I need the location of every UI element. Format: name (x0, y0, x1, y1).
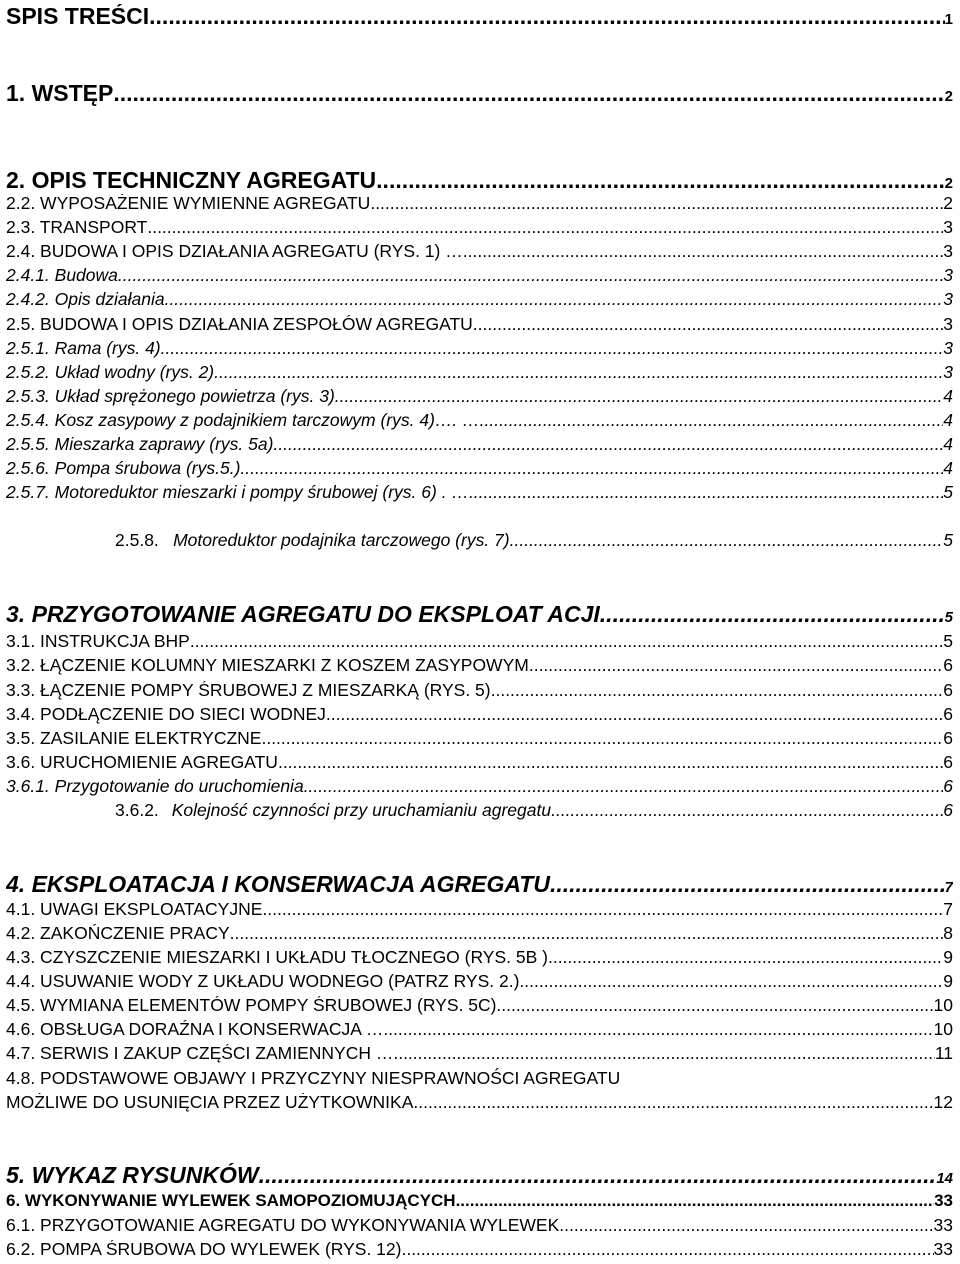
toc-entry-text: 2.5.1. Rama (rys. 4) (6, 339, 161, 358)
toc-entry-text: 2.5.3. Układ sprężonego powietrza (rys. 3) (6, 387, 335, 406)
toc-page-number: 14 (936, 1170, 953, 1187)
toc-leader-dots (550, 872, 945, 897)
toc-page-number: 5 (943, 483, 953, 502)
toc-entry-text: 2. OPIS TECHNICZNY AGREGATU (6, 168, 377, 193)
toc-entry-text: 3.6. URUCHOMIENIE AGREGATU (6, 753, 278, 772)
toc-page-number: 1 (944, 11, 953, 28)
toc-page-number: 2 (944, 175, 953, 192)
toc-entry-4-5[interactable] (6, 996, 953, 1015)
toc-page-number: 3 (943, 315, 953, 334)
toc-leader-dots (165, 290, 944, 309)
toc-page-number: 7 (943, 900, 953, 919)
toc-leader-dots (149, 4, 945, 29)
toc-entry-1[interactable] (6, 81, 953, 106)
toc-entry-text: 4.7. SERWIS I ZAKUP CZĘŚCI ZAMIENNYCH … (6, 1044, 394, 1063)
toc-leader-dots (413, 1093, 933, 1112)
toc-leader-dots (376, 168, 944, 193)
toc-page-number: 6 (943, 729, 953, 748)
toc-page-number: 7 (944, 879, 953, 896)
toc-leader-dots (519, 972, 943, 991)
toc-entry-6-1[interactable] (6, 1216, 953, 1235)
toc-entry-4-1[interactable] (6, 900, 953, 919)
toc-page-number: 9 (943, 948, 953, 967)
toc-entry-3-6-2[interactable] (115, 801, 953, 820)
toc-entry-text: 4.6. OBSŁUGA DORAŹNA I KONSERWACJA … (6, 1020, 384, 1039)
toc-leader-dots (259, 1163, 937, 1188)
toc-entry-2-5-1[interactable] (6, 339, 953, 358)
toc-leader-dots (118, 266, 943, 285)
toc-leader-dots (161, 339, 944, 358)
toc-entry-text: SPIS TREŚCI (6, 4, 150, 29)
toc-leader-dots (529, 656, 943, 675)
toc-leader-dots (393, 1044, 934, 1063)
toc-entry-text: 3.2. ŁĄCZENIE KOLUMNY MIESZARKI Z KOSZEM ZASYPOWYM (6, 656, 529, 675)
toc-page-number: 3 (943, 242, 953, 261)
toc-leader-dots (278, 753, 943, 772)
toc-page-number: 33 (933, 1216, 953, 1235)
toc-leader-dots (190, 632, 943, 651)
toc-entry-text: 3.5. ZASILANIE ELEKTRYCZNE (6, 729, 262, 748)
toc-entry-2-5-2[interactable] (6, 363, 953, 382)
toc-page-number: 3 (943, 218, 953, 237)
toc-page-number: 9 (943, 972, 953, 991)
toc-entry-4[interactable] (6, 872, 953, 897)
toc-entry-text: 2.5.4. Kosz zasypowy z podajnikiem tarczowym (rys. 4)…. … (6, 411, 480, 430)
toc-page-number: 2 (943, 194, 953, 213)
toc-leader-dots (261, 729, 943, 748)
toc-entry-text: 4.4. USUWANIE WODY Z UKŁADU WODNEGO (PATRZ RYS. 2.) (6, 972, 520, 991)
toc-page-number: 5 (943, 531, 953, 550)
toc-entry-2-5-5[interactable] (6, 435, 953, 454)
toc-entry-3-1[interactable] (6, 632, 953, 651)
toc-entry-2-5[interactable] (6, 315, 953, 334)
toc-leader-dots (510, 531, 944, 550)
toc-entry-2-3[interactable] (6, 218, 953, 237)
toc-page-number: 8 (943, 924, 953, 943)
toc-page-number: 10 (933, 1020, 953, 1039)
toc-entry-text: 2.4.1. Budowa (6, 266, 118, 285)
toc-entry-text: 6.2. POMPA ŚRUBOWA DO WYLEWEK (RYS. 12) (6, 1240, 402, 1259)
toc-leader-dots (551, 801, 943, 820)
toc-entry-text: 2.4. BUDOWA I OPIS DZIAŁANIA AGREGATU (RYS. 1) … (6, 242, 463, 261)
toc-entry-2-5-8[interactable] (115, 531, 953, 550)
toc-entry-text: 3. PRZYGOTOWANIE AGREGATU DO EKSPLOAT ACJI (6, 602, 600, 627)
toc-leader-dots (214, 363, 943, 382)
toc-entry-text: 2.5.7. Motoreduktor mieszarki i pompy śrubowej (rys. 6) . … (6, 483, 469, 502)
toc-page-number: 5 (944, 609, 953, 626)
toc-entry-text: 2.5.5. Mieszarka zaprawy (rys. 5a) (6, 435, 274, 454)
toc-entry-text: 2.5.2. Układ wodny (rys. 2) (6, 363, 215, 382)
toc-page-number: 6 (943, 777, 953, 796)
toc-entry-3[interactable] (6, 602, 953, 627)
toc-entry-2-5-6[interactable] (6, 459, 953, 478)
toc-leader-dots (273, 435, 943, 454)
toc-leader-dots (370, 194, 943, 213)
toc-entry-text: 6. WYKONYWANIE WYLEWEK SAMOPOZIOMUJĄCYCH (6, 1192, 456, 1210)
toc-entry-text: MOŻLIWE DO USUNIĘCIA PRZEZ UŻYTKOWNIKA (6, 1093, 414, 1112)
toc-leader-dots (480, 411, 944, 430)
toc-page-number: 4 (943, 459, 953, 478)
toc-leader-dots (240, 459, 943, 478)
toc-entry-6-2[interactable] (6, 1240, 953, 1259)
toc-page-number: 33 (934, 1192, 953, 1210)
toc-page-number: 33 (933, 1240, 953, 1259)
toc-leader-dots (548, 948, 943, 967)
toc-leader-dots (113, 81, 944, 106)
toc-entry-text: 5. WYKAZ RYSUNKÓW (6, 1163, 259, 1188)
toc-page-number: 4 (943, 387, 953, 406)
toc-entry-4-6[interactable] (6, 1020, 953, 1039)
toc-entry-2-4-2[interactable] (6, 290, 953, 309)
toc-entry-text: 3.4. PODŁĄCZENIE DO SIECI WODNEJ (6, 705, 326, 724)
toc-entry-3-3[interactable] (6, 681, 953, 700)
toc-entry-4-2[interactable] (6, 924, 953, 943)
toc-leader-dots (473, 315, 943, 334)
toc-entry-2-4-1[interactable] (6, 266, 953, 285)
toc-entry-2-4[interactable] (6, 242, 953, 261)
toc-leader-dots (491, 681, 944, 700)
toc-page-number: 11 (934, 1044, 953, 1063)
toc-entry-text: Kolejność czynności przy uruchamianiu agregatu (171, 801, 552, 820)
toc-entry-text: 4.1. UWAGI EKSPLOATACYJNE (6, 900, 263, 919)
toc-entry-text: 2.5. BUDOWA I OPIS DZIAŁANIA ZESPOŁÓW AGREGATU (6, 315, 473, 334)
toc-entry-text: 2.3. TRANSPORT (6, 218, 148, 237)
toc-entry-text: Motoreduktor podajnika tarczowego (rys. 7) (173, 531, 510, 550)
toc-leader-dots (383, 1020, 933, 1039)
toc-entry-text: 2.4.2. Opis działania (6, 290, 165, 309)
toc-entry-text: 3.6.1. Przygotowanie do uruchomienia (6, 777, 304, 796)
toc-page-number: 10 (933, 996, 953, 1015)
toc-entry-text: 4.2. ZAKOŃCZENIE PRACY (6, 924, 230, 943)
toc-entry-4-8[interactable] (6, 1093, 953, 1112)
toc-entry-text: 6.1. PRZYGOTOWANIE AGREGATU DO WYKONYWANIA WYLEWEK (6, 1216, 560, 1235)
toc-entry-number: 2.5.8. (115, 531, 159, 550)
toc-page-number: 3 (943, 266, 953, 285)
toc-leader-dots (401, 1240, 933, 1259)
toc-page-number: 4 (943, 411, 953, 430)
toc-entry-4-4[interactable] (6, 972, 953, 991)
toc-page-number: 6 (943, 656, 953, 675)
toc-leader-dots (463, 242, 944, 261)
toc-leader-dots (335, 387, 943, 406)
toc-entry-text: 2.2. WYPOSAŻENIE WYMIENNE AGREGATU (6, 194, 371, 213)
toc-leader-dots (326, 705, 943, 724)
toc-entry-6[interactable] (6, 1192, 953, 1211)
toc-entry-text: 2.5.6. Pompa śrubowa (rys.5.) (6, 459, 241, 478)
toc-leader-dots (469, 483, 943, 502)
toc-entry-spis-tresci[interactable] (6, 4, 953, 29)
toc-entry-3-2[interactable] (6, 656, 953, 675)
toc-entry-text: 1. WSTĘP (6, 81, 114, 106)
toc-leader-dots (262, 900, 943, 919)
toc-entry-text: 3.1. INSTRUKCJA BHP (6, 632, 190, 651)
toc-page-number: 12 (933, 1093, 953, 1112)
toc-leader-dots (559, 1216, 933, 1235)
toc-entry-2-2[interactable] (6, 194, 953, 213)
toc-entry-4-3[interactable] (6, 948, 953, 967)
toc-leader-dots (230, 924, 944, 943)
toc-page-number: 6 (943, 705, 953, 724)
toc-entry-3-6[interactable] (6, 753, 953, 772)
toc-page-number: 6 (943, 801, 953, 820)
toc-page-number: 3 (943, 290, 953, 309)
toc-entry-5[interactable] (6, 1163, 953, 1188)
toc-entry-text: 3.3. ŁĄCZENIE POMPY ŚRUBOWEJ Z MIESZARKĄ (RYS. 5) (6, 681, 491, 700)
toc-entry-number: 3.6.2. (115, 801, 159, 820)
toc-entry-text: 4. EKSPLOATACJA I KONSERWACJA AGREGATU (6, 872, 550, 897)
toc-entry-2-5-7[interactable] (6, 483, 953, 502)
toc-page-number: 6 (943, 753, 953, 772)
toc-page-number: 6 (943, 681, 953, 700)
toc-entry-4-7[interactable] (6, 1044, 953, 1063)
toc-entry-2-5-3[interactable] (6, 387, 953, 406)
toc-page-number: 3 (943, 363, 953, 382)
toc-entry-text: 4.5. WYMIANA ELEMENTÓW POMPY ŚRUBOWEJ (RYS. 5C) (6, 996, 497, 1015)
toc-page-number: 2 (944, 88, 953, 105)
toc-entry-4-8-line1[interactable]: 4.8. PODSTAWOWE OBJAWY I PRZYCZYNY NIESPRAWNOŚCI AGREGATU (6, 1068, 621, 1088)
toc-leader-dots (147, 218, 943, 237)
toc-page-number: 3 (943, 339, 953, 358)
toc-entry-2[interactable] (6, 168, 953, 193)
toc-entry-3-4[interactable] (6, 705, 953, 724)
toc-entry-2-5-4[interactable] (6, 411, 953, 430)
toc-leader-dots (600, 602, 945, 627)
toc-page-number: 4 (943, 435, 953, 454)
toc-entry-3-5[interactable] (6, 729, 953, 748)
toc-page-number: 5 (943, 632, 953, 651)
toc-entry-3-6-1[interactable] (6, 777, 953, 796)
toc-entry-text: 4.3. CZYSZCZENIE MIESZARKI I UKŁADU TŁOCZNEGO (RYS. 5B ) (6, 948, 548, 967)
toc-leader-dots (304, 777, 944, 796)
toc-leader-dots (496, 996, 933, 1015)
toc-leader-dots (456, 1192, 935, 1211)
